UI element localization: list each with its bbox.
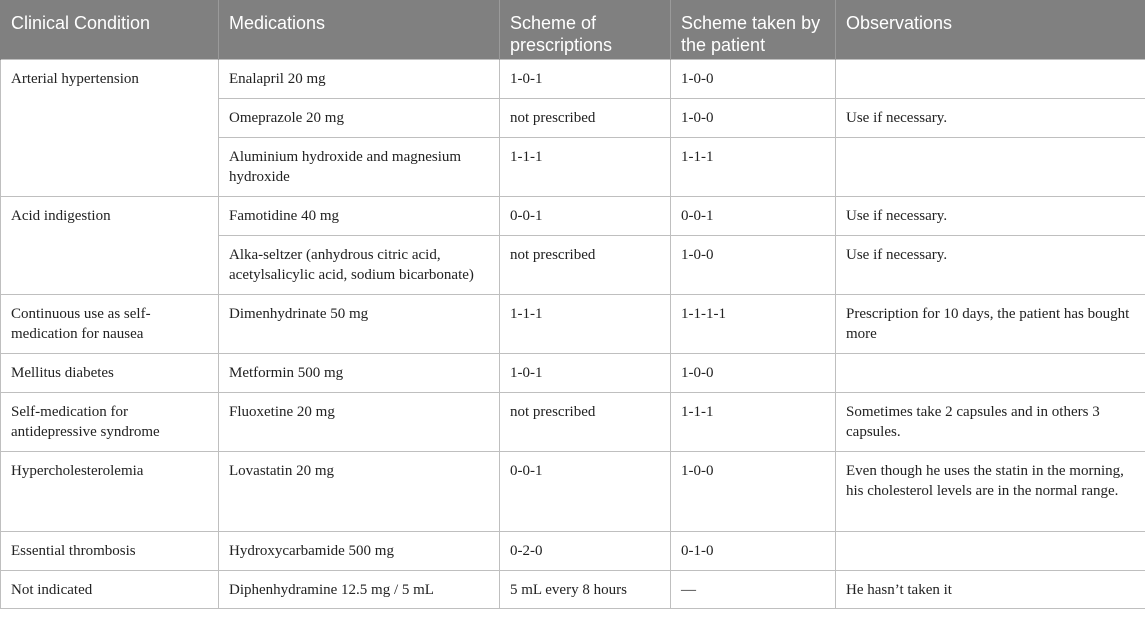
medication-cell: Famotidine 40 mg xyxy=(219,196,500,235)
header-clinical-condition: Clinical Condition xyxy=(1,0,219,59)
medication-cell: Aluminium hydroxide and magnesium hydroxide xyxy=(219,137,500,196)
observation-cell xyxy=(836,531,1145,570)
table-row xyxy=(1,294,1145,353)
taken-cell: 1-1-1-1 xyxy=(671,294,836,353)
observation-cell: Even though he uses the statin in the morning, his cholesterol levels are in the normal range. xyxy=(836,451,1145,531)
medication-cell: Hydroxycarbamide 500 mg xyxy=(219,531,500,570)
prescribed-cell: 1-1-1 xyxy=(500,294,671,353)
observation-cell: He hasn’t taken it xyxy=(836,570,1145,608)
prescribed-cell: not prescribed xyxy=(500,235,671,294)
observation-cell: Use if necessary. xyxy=(836,235,1145,294)
medication-cell: Enalapril 20 mg xyxy=(219,59,500,98)
condition-cell: Essential thrombosis xyxy=(1,531,219,570)
prescribed-cell: 5 mL every 8 hours xyxy=(500,570,671,608)
prescribed-cell: 1-0-1 xyxy=(500,59,671,98)
prescribed-cell: not prescribed xyxy=(500,98,671,137)
observation-cell: Prescription for 10 days, the patient has bought more xyxy=(836,294,1145,353)
table-row xyxy=(1,353,1145,392)
prescribed-cell: 0-0-1 xyxy=(500,451,671,531)
observation-cell: Use if necessary. xyxy=(836,196,1145,235)
condition-cell: Acid indigestion xyxy=(1,196,219,294)
medication-cell: Fluoxetine 20 mg xyxy=(219,392,500,451)
header-scheme-of-prescriptions: Scheme of prescriptions xyxy=(500,0,671,59)
condition-cell: Not indicated xyxy=(1,570,219,608)
observation-cell xyxy=(836,137,1145,196)
medication-cell: Dimenhydrinate 50 mg xyxy=(219,294,500,353)
condition-cell: Mellitus diabetes xyxy=(1,353,219,392)
header-medications: Medications xyxy=(219,0,500,59)
table-row xyxy=(1,531,1145,570)
prescribed-cell: 0-2-0 xyxy=(500,531,671,570)
header-scheme-taken: Scheme taken by the patient xyxy=(671,0,836,59)
condition-cell: Self-medication for antidepressive syndrome xyxy=(1,392,219,451)
taken-cell: 1-1-1 xyxy=(671,392,836,451)
condition-cell: Arterial hypertension xyxy=(1,59,219,196)
observation-cell: Use if necessary. xyxy=(836,98,1145,137)
prescribed-cell: 0-0-1 xyxy=(500,196,671,235)
table-row xyxy=(1,570,1145,608)
observation-cell: Sometimes take 2 capsules and in others 3 capsules. xyxy=(836,392,1145,451)
table-row xyxy=(1,451,1145,531)
taken-cell: 0-1-0 xyxy=(671,531,836,570)
header-row xyxy=(1,0,1145,59)
observation-cell xyxy=(836,353,1145,392)
taken-cell: 1-0-0 xyxy=(671,98,836,137)
prescribed-cell: not prescribed xyxy=(500,392,671,451)
prescribed-cell: 1-1-1 xyxy=(500,137,671,196)
condition-cell: Hypercholesterolemia xyxy=(1,451,219,531)
medication-cell: Omeprazole 20 mg xyxy=(219,98,500,137)
medication-cell: Lovastatin 20 mg xyxy=(219,451,500,531)
prescribed-cell: 1-0-1 xyxy=(500,353,671,392)
observation-cell xyxy=(836,59,1145,98)
taken-cell: 1-1-1 xyxy=(671,137,836,196)
taken-cell: 1-0-0 xyxy=(671,235,836,294)
taken-cell: 1-0-0 xyxy=(671,451,836,531)
taken-cell: 1-0-0 xyxy=(671,59,836,98)
table-row xyxy=(1,196,1145,235)
taken-cell: 1-0-0 xyxy=(671,353,836,392)
medication-cell: Alka-seltzer (anhydrous citric acid, acetylsalicylic acid, sodium bicarbonate) xyxy=(219,235,500,294)
condition-cell: Continuous use as self-medication for nausea xyxy=(1,294,219,353)
medication-cell: Metformin 500 mg xyxy=(219,353,500,392)
medication-cell: Diphenhydramine 12.5 mg / 5 mL xyxy=(219,570,500,608)
taken-cell: 0-0-1 xyxy=(671,196,836,235)
table-row xyxy=(1,59,1145,98)
taken-cell: — xyxy=(671,570,836,608)
header-observations: Observations xyxy=(836,0,1145,59)
table-row xyxy=(1,392,1145,451)
